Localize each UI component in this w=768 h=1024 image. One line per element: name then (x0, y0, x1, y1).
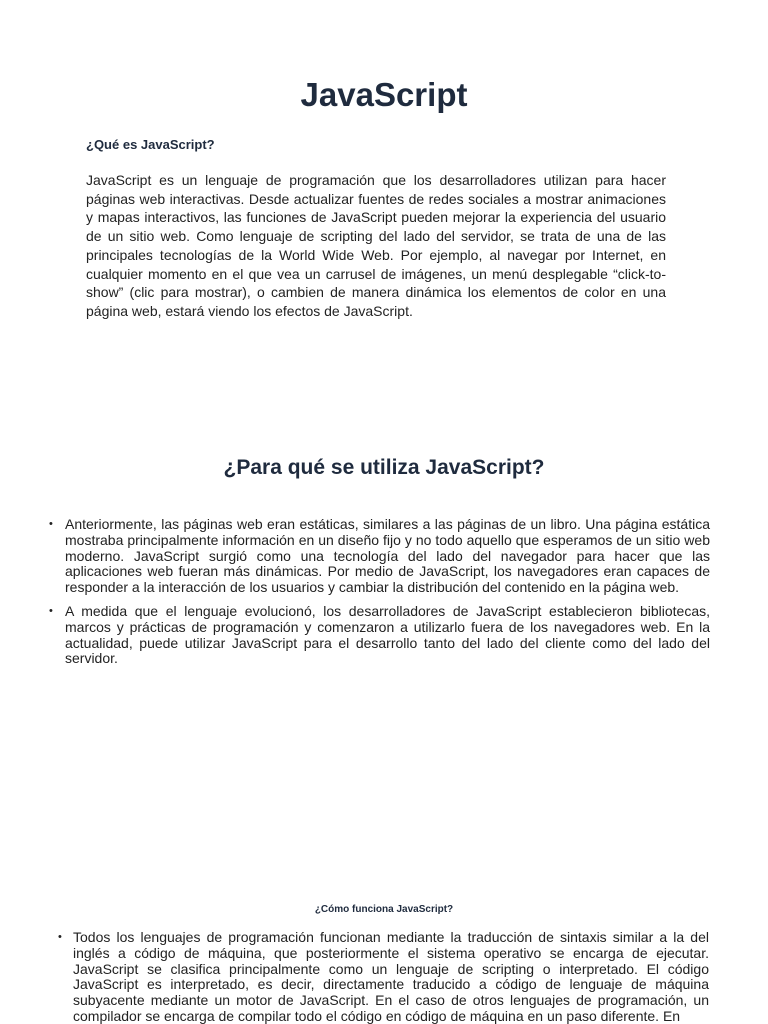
bullet-icon: • (58, 931, 62, 943)
list-item (49, 517, 710, 596)
section-heading-uses: ¿Para qué se utiliza JavaScript? (223, 456, 545, 479)
bullet-icon: • (49, 518, 53, 530)
section-heading-what-is: ¿Qué es JavaScript? (86, 137, 215, 152)
uses-bullet-list (49, 517, 710, 675)
list-item-text: Anteriormente, las páginas web eran estáticas, similares a las páginas de un libro. Una página estática mostraba principalmente información en un diseño fijo y no todo aquello que esperamos de un sitio web moderno. JavaScript surgió como una tecnología del lado del navegador para hacer que las aplicaciones web fueran más dinámicas. Por medio de JavaScript, los navegadores eran capaces de responder a la interacción de los usuarios y cambiar la distribución del contenido en la página web. (65, 516, 710, 596)
list-item (49, 604, 710, 667)
list-item (58, 930, 709, 1024)
intro-paragraph: JavaScript es un lenguaje de programación que los desarrolladores utilizan para hacer páginas web interactivas. Desde actualizar fuentes de redes sociales a mostrar animaciones y mapas interactivos, las funciones de JavaScript pueden mejorar la experiencia del usuario de un sitio web. Como lenguaje de scripting del lado del servidor, se trata de una de las principales tecnologías de la World Wide Web. Por ejemplo, al navegar por Internet, en cualquier momento en el que vea un carrusel de imágenes, un menú desplegable “click-to-show” (clic para mostrar), o cambien de manera dinámica los elementos de color en una página web, estará viendo los efectos de JavaScript. (86, 172, 666, 319)
page-title: JavaScript (300, 76, 468, 113)
list-item-text: A medida que el lenguaje evolucionó, los desarrolladores de JavaScript establecieron bibliotecas, marcos y prácticas de programación y comenzaron a utilizarlo fuera de los navegadores web. En la actualidad, puede utilizar JavaScript para el desarrollo tanto del lado del cliente como del lado del servidor. (65, 602, 710, 667)
bullet-icon: • (49, 604, 53, 617)
section-heading-how-works: ¿Cómo funciona JavaScript? (314, 904, 454, 915)
how-works-bullet-list (58, 930, 709, 1024)
list-item-text: Todos los lenguajes de programación funcionan mediante la traducción de sintaxis similar a la del inglés a código de máquina, que posteriormente el sistema operativo se encarga de ejecutar. JavaScript se clasifica principalmente como un lenguaje de scripting o interpretado. El código JavaScript es interpretado, es decir, directamente traducido a código de lenguaje de máquina subyacente mediante un motor de JavaScript. En el caso de otros lenguajes de programación, un compilador se encarga de compilar todo el código en código de máquina en un paso diferente. En (73, 929, 709, 1024)
